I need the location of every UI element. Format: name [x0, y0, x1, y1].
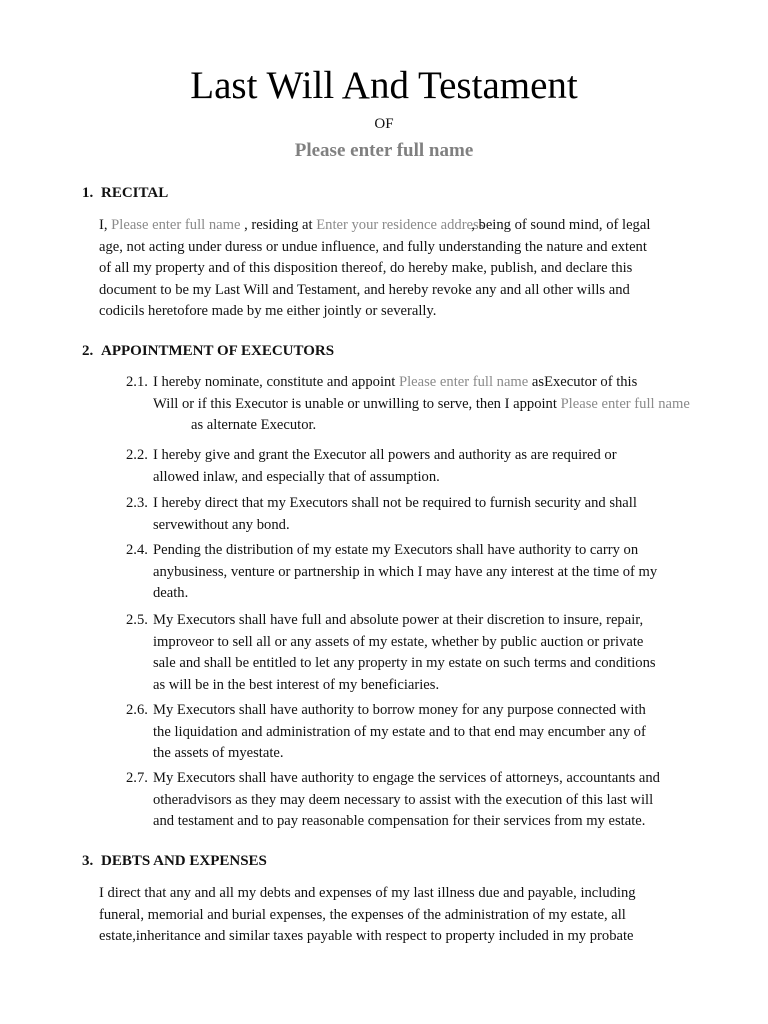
- clause-text: the liquidation and administration of my estate and to that end may encumber any of: [153, 723, 646, 740]
- recital-line: document to be my Last Will and Testament, and hereby revoke any and all other wills and: [99, 281, 630, 298]
- recital-text: , residing at: [240, 217, 317, 233]
- executor-name-field[interactable]: Please enter full name: [399, 374, 529, 390]
- clause-number: 2.1.: [126, 374, 148, 390]
- clause-text: the assets of myestate.: [153, 745, 284, 761]
- clause-number: 2.5.: [126, 612, 148, 628]
- recital-text: I,: [99, 217, 112, 233]
- alternate-executor-name-field[interactable]: Please enter full name: [560, 395, 690, 412]
- clause-text: anybusiness, venture or partnership in which I may have any interest at the time of my: [153, 563, 658, 580]
- clause-number: 2.2.: [126, 447, 148, 463]
- clause-number: 2.7.: [126, 770, 148, 786]
- clause-text: sale and shall be entitled to let any property in my estate on such terms and conditions: [153, 655, 656, 671]
- clause-text: servewithout any bond.: [153, 516, 290, 533]
- clause-text: asExecutor of this: [528, 374, 638, 390]
- recital-line: codicils heretofore made by me either jointly or severally.: [99, 303, 437, 319]
- clause-number: 2.4.: [126, 542, 148, 558]
- clause-2-3: [126, 493, 686, 536]
- debts-line: I direct that any and all my debts and expenses of my last illness due and payable, including: [99, 885, 636, 901]
- clause-text: Will or if this Executor is unable or unwilling to serve, then I appoint: [153, 395, 561, 412]
- recital-text: , being of sound mind, of legal: [471, 217, 651, 233]
- clause-2-4: [126, 540, 686, 605]
- clause-2-2: [126, 445, 686, 488]
- section-heading-executors: [82, 341, 334, 361]
- section-title: APPOINTMENT OF EXECUTORS: [101, 343, 335, 359]
- clause-text: I hereby nominate, constitute and appoint: [153, 374, 399, 390]
- section-heading-debts: [82, 851, 267, 871]
- recital-line: age, not acting under duress or undue influence, and fully understanding the nature and extent: [99, 238, 647, 255]
- clause-2-5: [126, 610, 686, 696]
- clause-text: as alternate Executor.: [191, 417, 317, 433]
- testator-name-field[interactable]: Please enter full name: [294, 140, 474, 161]
- clause-2-1: [126, 372, 690, 437]
- clause-text: as will be in the best interest of my beneficiaries.: [153, 676, 440, 693]
- clause-text: My Executors shall have authority to borrow money for any purpose connected with: [153, 702, 646, 718]
- clause-text: improveor to sell all or any assets of my estate, whether by public auction or private: [153, 633, 644, 650]
- clause-2-7: [126, 768, 686, 833]
- debts-line: estate,inheritance and similar taxes payable with respect to property included in my probate: [99, 928, 634, 944]
- clause-number: 2.3.: [126, 495, 148, 511]
- clause-text: My Executors shall have full and absolute power at their discretion to insure, repair,: [153, 612, 644, 628]
- clause-number: 2.6.: [126, 702, 148, 718]
- recital-line: of all my property and of this disposition thereof, do hereby make, publish, and declare this: [99, 260, 633, 276]
- clause-text: otheradvisors as they may deem necessary to assist with the execution of this last will: [153, 791, 654, 808]
- clause-text: I hereby direct that my Executors shall not be required to furnish security and shall: [153, 495, 637, 511]
- section-number: 2.: [82, 343, 94, 359]
- debts-paragraph: [99, 883, 679, 948]
- clause-text: and testament and to pay reasonable compensation for their services from my estate.: [153, 813, 646, 829]
- recital-paragraph: [99, 215, 679, 323]
- document-title: Last Will And Testament: [190, 64, 578, 107]
- section-heading-recital: [82, 183, 168, 203]
- section-number: 1.: [82, 185, 94, 201]
- debts-line: funeral, memorial and burial expenses, the expenses of the administration of my estate, all: [99, 906, 626, 923]
- full-name-field[interactable]: Please enter full name: [111, 217, 241, 233]
- clause-text: death.: [153, 585, 189, 601]
- clause-text: Pending the distribution of my estate my Executors shall have authority to carry on: [153, 542, 639, 558]
- section-title: DEBTS AND EXPENSES: [101, 853, 267, 869]
- clause-text: My Executors shall have authority to engage the services of attorneys, accountants and: [153, 770, 660, 786]
- clause-text: I hereby give and grant the Executor all powers and authority as are required or: [153, 447, 617, 463]
- section-number: 3.: [82, 853, 94, 869]
- clause-text: allowed inlaw, and especially that of assumption.: [153, 468, 440, 485]
- section-title: RECITAL: [101, 185, 169, 201]
- clause-2-6: [126, 700, 686, 765]
- residence-address-field[interactable]: Enter your residence address: [316, 217, 485, 233]
- of-label: OF: [374, 116, 394, 132]
